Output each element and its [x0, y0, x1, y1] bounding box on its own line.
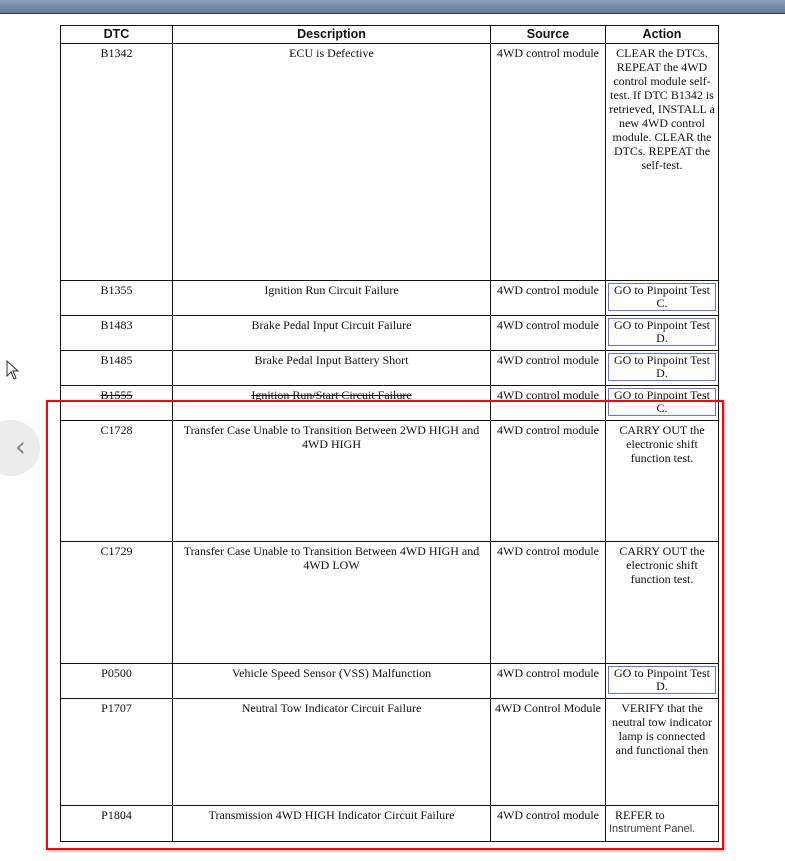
- chevron-left-icon: ‹: [14, 430, 26, 463]
- description-cell: Ignition Run/Start Circuit Failure: [173, 386, 491, 421]
- pinpoint-test-link[interactable]: GO to Pinpoint Test C.: [608, 388, 716, 416]
- table-row: [61, 542, 719, 664]
- source-cell: 4WD control module: [491, 542, 606, 664]
- dtc-cell: B1483: [61, 316, 173, 351]
- description-cell: Ignition Run Circuit Failure: [173, 281, 491, 316]
- source-cell: 4WD control module: [491, 386, 606, 421]
- action-cell: [606, 806, 719, 842]
- source-cell: 4WD control module: [491, 806, 606, 842]
- mouse-cursor-icon: [6, 360, 20, 380]
- dtc-cell: C1729: [61, 542, 173, 664]
- back-button[interactable]: [0, 420, 40, 476]
- table-row: [61, 351, 719, 386]
- instrument-panel-link[interactable]: Instrument Panel.: [609, 823, 696, 835]
- dtc-cell: P1707: [61, 699, 173, 806]
- dtc-cell: B1355: [61, 281, 173, 316]
- dtc-cell: P0500: [61, 664, 173, 699]
- table-row: [61, 664, 719, 699]
- table-row: [61, 421, 719, 542]
- header-source: Source: [491, 26, 606, 44]
- table-row: [61, 281, 719, 316]
- action-cell: [606, 281, 719, 316]
- action-cell: CARRY OUT the electronic shift function test.: [606, 542, 719, 664]
- dtc-cell: C1728: [61, 421, 173, 542]
- source-cell: 4WD control module: [491, 421, 606, 542]
- action-cell: [606, 351, 719, 386]
- action-cell: [606, 316, 719, 351]
- description-cell: Transmission 4WD HIGH Indicator Circuit Failure: [173, 806, 491, 842]
- pinpoint-test-link[interactable]: GO to Pinpoint Test D.: [608, 353, 716, 381]
- table-row: [61, 806, 719, 842]
- description-cell: Brake Pedal Input Circuit Failure: [173, 316, 491, 351]
- pinpoint-test-link[interactable]: GO to Pinpoint Test C.: [608, 283, 716, 311]
- action-cell: [606, 664, 719, 699]
- source-cell: 4WD control module: [491, 44, 606, 281]
- description-cell: ECU is Defective: [173, 44, 491, 281]
- dtc-cell: B1485: [61, 351, 173, 386]
- source-cell: 4WD control module: [491, 281, 606, 316]
- table-row: [61, 44, 719, 281]
- description-cell: Transfer Case Unable to Transition Between 2WD HIGH and 4WD HIGH: [173, 421, 491, 542]
- action-cell: [606, 386, 719, 421]
- dtc-table: [60, 25, 719, 842]
- dtc-cell: B1342: [61, 44, 173, 281]
- description-cell: Transfer Case Unable to Transition Between 4WD HIGH and 4WD LOW: [173, 542, 491, 664]
- source-cell: 4WD control module: [491, 316, 606, 351]
- table-row: [61, 316, 719, 351]
- table-header: [61, 26, 719, 44]
- dtc-cell: P1804: [61, 806, 173, 842]
- dtc-cell: B1555: [61, 386, 173, 421]
- source-cell: 4WD control module: [491, 664, 606, 699]
- source-cell: 4WD Control Module: [491, 699, 606, 806]
- action-cell: CARRY OUT the electronic shift function test.: [606, 421, 719, 542]
- pinpoint-test-link[interactable]: GO to Pinpoint Test D.: [608, 666, 716, 694]
- header-description: Description: [173, 26, 491, 44]
- action-cell: CLEAR the DTCs. REPEAT the 4WD control module self-test. If DTC B1342 is retrieved, INSTALL a new 4WD control module. CLEAR the DTCs. REPEAT the self-test.: [606, 44, 719, 281]
- description-cell: Neutral Tow Indicator Circuit Failure: [173, 699, 491, 806]
- action-cell: VERIFY that the neutral tow indicator lamp is connected and functional then: [606, 699, 719, 806]
- description-cell: Brake Pedal Input Battery Short: [173, 351, 491, 386]
- description-cell: Vehicle Speed Sensor (VSS) Malfunction: [173, 664, 491, 699]
- table-row: [61, 699, 719, 806]
- header-action: Action: [606, 26, 719, 44]
- action-text: REFER to: [615, 808, 665, 822]
- pinpoint-test-link[interactable]: GO to Pinpoint Test D.: [608, 318, 716, 346]
- source-cell: 4WD control module: [491, 351, 606, 386]
- table-row: [61, 386, 719, 421]
- header-dtc: DTC: [61, 26, 173, 44]
- top-toolbar: [0, 0, 785, 14]
